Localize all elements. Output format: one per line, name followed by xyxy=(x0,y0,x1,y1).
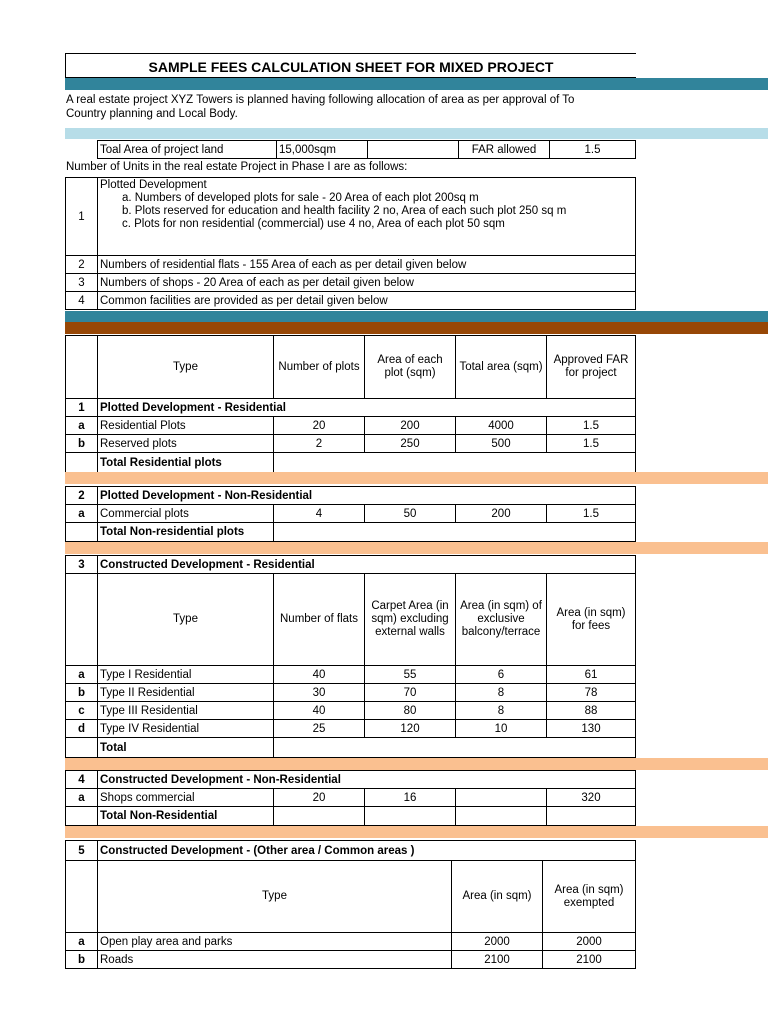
sec5-title: Constructed Development - (Other area / Common areas ) xyxy=(98,841,636,861)
peach-band-1 xyxy=(65,472,768,484)
plotted-title: Plotted Development xyxy=(100,179,207,191)
row-fees: 61 xyxy=(547,666,636,684)
col-number-of-plots: Number of plots xyxy=(274,336,365,399)
row-fees: 88 xyxy=(547,702,636,720)
row-num: 40 xyxy=(274,666,365,684)
row-carpet: 80 xyxy=(365,702,456,720)
sec2-title: Plotted Development - Non-Residential xyxy=(98,487,636,505)
row-total: 500 xyxy=(456,435,547,453)
row-num: 20 xyxy=(274,789,365,807)
peach-band-2 xyxy=(65,542,768,554)
row-key: a xyxy=(66,505,98,523)
row-num: 4 xyxy=(274,505,365,523)
sheet-title: SAMPLE FEES CALCULATION SHEET FOR MIXED PROJECT xyxy=(65,53,636,78)
row-carpet: 120 xyxy=(365,720,456,738)
table-row xyxy=(66,720,636,738)
units-num-2: 2 xyxy=(66,256,98,274)
sec5-table xyxy=(65,840,636,969)
row-type: Open play area and parks xyxy=(98,933,452,951)
units-text-4: Common facilities are provided as per detail given below xyxy=(98,292,636,310)
row-num: 2 xyxy=(274,435,365,453)
table-row xyxy=(66,505,636,523)
row-key: a xyxy=(66,666,98,684)
row-num: 25 xyxy=(274,720,365,738)
plotted-item-a: a. Numbers of developed plots for sale - 20 Area of each plot 200sq m xyxy=(122,192,479,204)
row-total: 200 xyxy=(456,505,547,523)
row-key: a xyxy=(66,789,98,807)
plotted-item-c: c. Plots for non residential (commercial) use 4 no, Area of each plot 50 sqm xyxy=(122,218,505,230)
row-exempt: 2000 xyxy=(543,933,636,951)
row-type: Type III Residential xyxy=(98,702,274,720)
row-num: 20 xyxy=(274,417,365,435)
plots-table xyxy=(65,335,636,473)
sec1-total: Total Residential plots xyxy=(98,453,274,473)
row-each: 250 xyxy=(365,435,456,453)
row-carpet: 55 xyxy=(365,666,456,684)
land-table xyxy=(97,140,636,159)
row-area: 2000 xyxy=(452,933,543,951)
table-row xyxy=(66,435,636,453)
col-type-3: Type xyxy=(98,574,274,666)
teal-band xyxy=(65,78,768,90)
row-balcony: 6 xyxy=(456,666,547,684)
col-total-area: Total area (sqm) xyxy=(456,336,547,399)
intro-line-1: A real estate project XYZ Towers is planned having following allocation of area as per approval of To xyxy=(66,94,575,106)
row-key: c xyxy=(66,702,98,720)
sec4-title: Constructed Development - Non-Residential xyxy=(98,771,636,789)
col-far: Approved FAR for project xyxy=(547,336,636,399)
row-fees: 320 xyxy=(547,789,636,807)
row-carpet: 70 xyxy=(365,684,456,702)
table-row xyxy=(66,789,636,807)
land-label: Toal Area of project land xyxy=(98,141,277,159)
row-type: Type I Residential xyxy=(98,666,274,684)
row-total: 4000 xyxy=(456,417,547,435)
sec4-num: 4 xyxy=(66,771,98,789)
row-area: 2100 xyxy=(452,951,543,969)
table-row xyxy=(66,933,636,951)
intro-text xyxy=(66,93,574,121)
row-balcony: 8 xyxy=(456,702,547,720)
far-label: FAR allowed xyxy=(459,141,550,159)
col-balcony-area: Area (in sqm) of exclusive balcony/terrace xyxy=(456,574,547,666)
row-key: b xyxy=(66,435,98,453)
table-row xyxy=(66,684,636,702)
units-text-3: Numbers of shops - 20 Area of each as per detail given below xyxy=(98,274,636,292)
row-type: Type IV Residential xyxy=(98,720,274,738)
table-row xyxy=(66,666,636,684)
row-type: Shops commercial xyxy=(98,789,274,807)
sec3-num: 3 xyxy=(66,556,98,574)
units-table xyxy=(65,177,636,310)
units-heading: Number of Units in the real estate Project in Phase I are as follows: xyxy=(66,161,408,173)
row-fees: 78 xyxy=(547,684,636,702)
sec3-total: Total xyxy=(98,738,274,758)
col-fees-area: Area (in sqm) for fees xyxy=(547,574,636,666)
col-area-each: Area of each plot (sqm) xyxy=(365,336,456,399)
teal-band-2 xyxy=(65,311,768,322)
row-balcony: 10 xyxy=(456,720,547,738)
col-carpet-area: Carpet Area (in sqm) excluding external walls xyxy=(365,574,456,666)
col-number-of-flats: Number of flats xyxy=(274,574,365,666)
sec2-num: 2 xyxy=(66,487,98,505)
row-num: 40 xyxy=(274,702,365,720)
row-key: d xyxy=(66,720,98,738)
units-num-1: 1 xyxy=(66,178,98,256)
constructed-table xyxy=(65,555,636,758)
col-area: Area (in sqm) xyxy=(452,861,543,933)
sec4-total: Total Non-Residential xyxy=(98,807,274,826)
peach-band-4 xyxy=(65,826,768,838)
peach-band-3 xyxy=(65,758,768,770)
row-fees: 130 xyxy=(547,720,636,738)
units-text-2: Numbers of residential flats - 155 Area of each as per detail given below xyxy=(98,256,636,274)
row-far: 1.5 xyxy=(547,435,636,453)
row-far: 1.5 xyxy=(547,505,636,523)
row-key: b xyxy=(66,684,98,702)
row-type: Reserved plots xyxy=(98,435,274,453)
row-type: Roads xyxy=(98,951,452,969)
row-balcony xyxy=(456,789,547,807)
plotted-description xyxy=(98,178,636,256)
plotted-item-b: b. Plots reserved for education and health facility 2 no, Area of each such plot 250 sq m xyxy=(122,205,567,217)
row-key: b xyxy=(66,951,98,969)
sec5-num: 5 xyxy=(66,841,98,861)
row-each: 200 xyxy=(365,417,456,435)
sec2-table xyxy=(65,486,636,542)
sec2-total: Total Non-residential plots xyxy=(98,523,274,542)
brown-band xyxy=(65,322,768,334)
intro-line-2: Country planning and Local Body. xyxy=(66,108,238,120)
row-key: a xyxy=(66,417,98,435)
table-row xyxy=(66,702,636,720)
land-value: 15,000sqm xyxy=(277,141,368,159)
table-row xyxy=(66,951,636,969)
table-row xyxy=(66,417,636,435)
row-key: a xyxy=(66,933,98,951)
row-type: Commercial plots xyxy=(98,505,274,523)
sec1-num: 1 xyxy=(66,399,98,417)
col-type-5: Type xyxy=(98,861,452,933)
col-type: Type xyxy=(98,336,274,399)
row-type: Residential Plots xyxy=(98,417,274,435)
lightblue-band xyxy=(65,128,768,139)
sec4-table xyxy=(65,770,636,826)
sec3-title: Constructed Development - Residential xyxy=(98,556,636,574)
row-carpet: 16 xyxy=(365,789,456,807)
row-each: 50 xyxy=(365,505,456,523)
row-num: 30 xyxy=(274,684,365,702)
row-type: Type II Residential xyxy=(98,684,274,702)
sec1-title: Plotted Development - Residential xyxy=(98,399,636,417)
row-exempt: 2100 xyxy=(543,951,636,969)
far-value: 1.5 xyxy=(550,141,636,159)
row-far: 1.5 xyxy=(547,417,636,435)
units-num-4: 4 xyxy=(66,292,98,310)
row-balcony: 8 xyxy=(456,684,547,702)
col-exempted: Area (in sqm) exempted xyxy=(543,861,636,933)
units-num-3: 3 xyxy=(66,274,98,292)
